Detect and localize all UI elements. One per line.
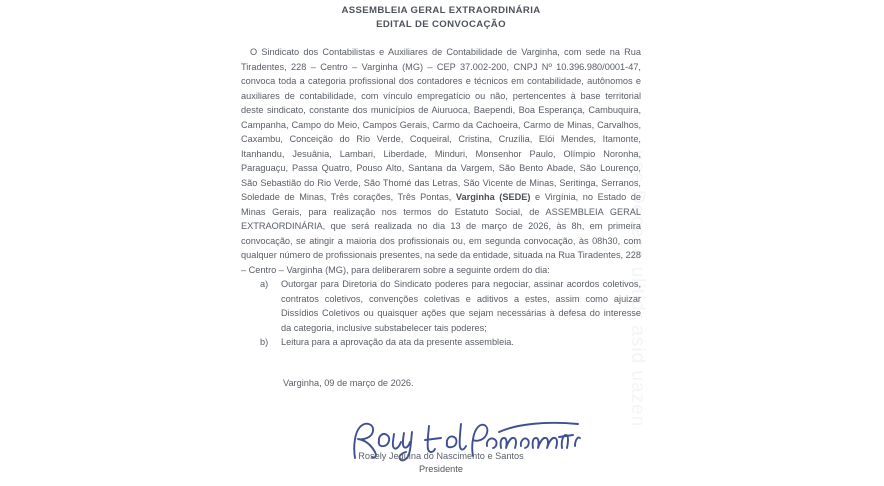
title-line-2: EDITAL DE CONVOCAÇÃO (376, 18, 506, 30)
paragraph-part-1: O Sindicato dos Contabilistas e Auxiliares de Contabilidade de Varginha, com sede na Rua Tiradentes, 228 – Centro – Varginha (MG) – CEP 37.002-200, CNPJ Nº 10.396.980/0001-47, convoca toda a categoria profissional dos contadores e técnicos em contabilidade, autônomos e auxiliares de contabilidade, com vínculo empregatício ou não, pertencentes à base territorial deste sindicato, constante dos municípios de Aiuruoca, Baependi, Boa Esperança, Cambuquira, Campanha, Campo do Meio, Campos Gerais, Carmo da Cachoeira, Carmo de Minas, Carvalhos, Caxambu, Conceição do Rio Verde, Coqueiral, Cristina, Cruzília, Elói Mendes, Itamonte, Itanhandu, Jesuânia, Lambari, Liberdade, Minduri, Monsenhor Paulo, Olímpio Noronha, Paraguaçu, Passa Quatro, Pouso Alto, Santana da Vargem, São Bento Abade, São Lourenço, São Sebastião do Rio Verde, São Thomé das Letras, São Vicente de Minas, Seritinga, Serranos, Soledade de Minas, Três corações, Três Pontas, (241, 47, 641, 203)
main-paragraph (241, 45, 641, 277)
document-title-block (241, 0, 641, 31)
title-line-1: ASSEMBLEIA GERAL EXTRAORDINÁRIA (341, 5, 541, 16)
scan-watermark: use Decesa ulitidr asid uazen (627, 150, 648, 428)
agenda-item-b (260, 335, 641, 350)
body-block (241, 45, 641, 486)
agenda-text-a: Outorgar para Diretoria do Sindicato poderes para negociar, assinar acordos coletivos, contratos coletivos, convenções coletivas e aditivos a estes, assim como ajuizar Dissídios Coletivos ou quaisquer ações que sejam necessárias à defesa do interesse da categoria, inclusive substabelecer tais poderes; (281, 279, 641, 333)
closing-place-date: Varginha, 09 de março de 2026. (283, 377, 414, 388)
signatory-name: Rosely Jequina do Nascimento e Santos (358, 451, 524, 462)
agenda-list (241, 277, 641, 350)
signature-name-block (241, 450, 641, 476)
agenda-marker-b: b) (260, 337, 269, 348)
signatory-role: Presidente (419, 464, 463, 475)
agenda-text-b: Leitura para a aprovação da ata da presente assembleia. (281, 337, 514, 348)
document-body (241, 0, 641, 486)
agenda-marker-a: a) (260, 279, 269, 290)
signature-area (241, 420, 641, 486)
sede-highlight: Varginha (SEDE) (455, 192, 531, 203)
paragraph-part-2: e Virgínia, no Estado de Minas Gerais, para realização nos termos do Estatuto Social, de ASSEMBLEIA GERAL EXTRAORDINÁRIA, que será realizada no dia 13 de março de 2026, às 8h, em primeira convocação, se atingir a maioria dos profissionais ou, em segunda convocação, às 08h30, com qualquer número de profissionais presentes, na sede da entidade, situada na Rua Tiradentes, 228 – Centro – Varginha (MG), para deliberarem sobre a seguinte ordem do dia: (241, 192, 642, 275)
agenda-item-a (260, 277, 641, 335)
